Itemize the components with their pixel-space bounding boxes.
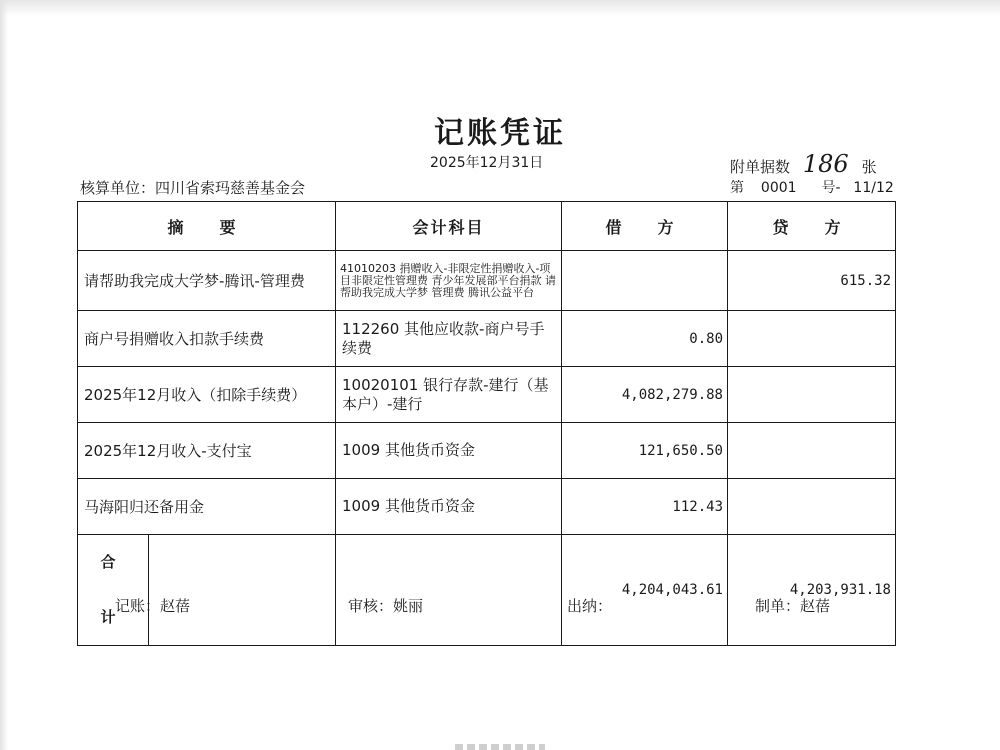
row-debit: 0.80: [562, 311, 728, 367]
voucher-table: [77, 201, 896, 646]
table-row: [78, 479, 896, 535]
total-label: 合 计: [78, 535, 149, 645]
preparer-label: 制单：: [755, 597, 801, 615]
row-credit: [728, 479, 896, 535]
column-header-subject: 会计科目: [336, 202, 562, 251]
accounting-unit: [80, 177, 305, 198]
row-subject: 1009 其他货币资金: [336, 479, 562, 535]
table-row: [78, 423, 896, 479]
reviewer-name: 姚丽: [393, 597, 424, 615]
reviewer-label: 审核：: [348, 597, 394, 615]
row-subject: 112260 其他应收款-商户号手续费: [336, 311, 562, 367]
bookkeeper-label: 记账：: [115, 597, 161, 615]
voucher-number-prefix: 第: [730, 180, 744, 196]
footer-bookkeeper: [115, 595, 190, 616]
row-summary: 请帮助我完成大学梦-腾讯-管理费: [78, 251, 336, 311]
voucher-title: 记账凭证: [434, 116, 566, 151]
total-label-cell: [78, 535, 336, 646]
row-debit: [562, 251, 728, 311]
total-debit: 4,204,043.61: [562, 535, 728, 646]
table-header-row: [78, 202, 896, 251]
row-credit: 615.32: [728, 251, 896, 311]
row-subject: 1009 其他货币资金: [336, 423, 562, 479]
table-row: [78, 251, 896, 311]
row-summary: 商户号捐赠收入扣款手续费: [78, 311, 336, 367]
table-row: [78, 367, 896, 423]
column-header-credit: 贷 方: [728, 202, 896, 251]
accounting-unit-label: 核算单位：: [80, 179, 156, 197]
bookkeeper-name: 赵蓓: [160, 597, 191, 615]
scan-artifact-bottom: [455, 744, 545, 750]
total-blank: [149, 535, 335, 645]
column-header-summary: 摘 要: [78, 202, 336, 251]
row-subject: 41010203 捐赠收入-非限定性捐赠收入-项目非限定性管理费 青少年发展部平台捐款 请帮助我完成大学梦 管理费 腾讯公益平台: [336, 251, 562, 311]
attachment-count: [730, 150, 877, 178]
row-credit: [728, 367, 896, 423]
row-credit: [728, 423, 896, 479]
attachment-handwritten-count: 186: [802, 150, 849, 178]
total-credit: 4,203,931.18: [728, 535, 896, 646]
table-row: [78, 311, 896, 367]
total-subject-blank: [336, 535, 562, 646]
column-header-debit: 借 方: [562, 202, 728, 251]
voucher-number: [730, 177, 894, 197]
voucher-date: 2025年12月31日: [430, 155, 544, 171]
footer-cashier: [567, 595, 612, 616]
accounting-unit-value: 四川省索玛慈善基金会: [155, 179, 306, 197]
cashier-label: 出纳：: [567, 597, 613, 615]
total-row: [78, 535, 896, 646]
voucher-page: 11/12: [853, 180, 894, 196]
row-debit: 121,650.50: [562, 423, 728, 479]
row-debit: 112.43: [562, 479, 728, 535]
row-summary: 马海阳归还备用金: [78, 479, 336, 535]
voucher-number-value: 0001: [760, 180, 797, 196]
preparer-name: 赵蓓: [800, 597, 831, 615]
row-credit: [728, 311, 896, 367]
row-summary: 2025年12月收入（扣除手续费）: [78, 367, 336, 423]
footer-preparer: [755, 595, 830, 616]
voucher-number-suffix: 号-: [821, 180, 841, 196]
row-debit: 4,082,279.88: [562, 367, 728, 423]
scan-shadow-top: [0, 0, 1000, 16]
row-summary: 2025年12月收入-支付宝: [78, 423, 336, 479]
footer-reviewer: [348, 595, 423, 616]
attachment-label: 附单据数: [730, 158, 791, 176]
attachment-unit: 张: [861, 158, 877, 176]
row-subject: 10020101 银行存款-建行（基本户）-建行: [336, 367, 562, 423]
